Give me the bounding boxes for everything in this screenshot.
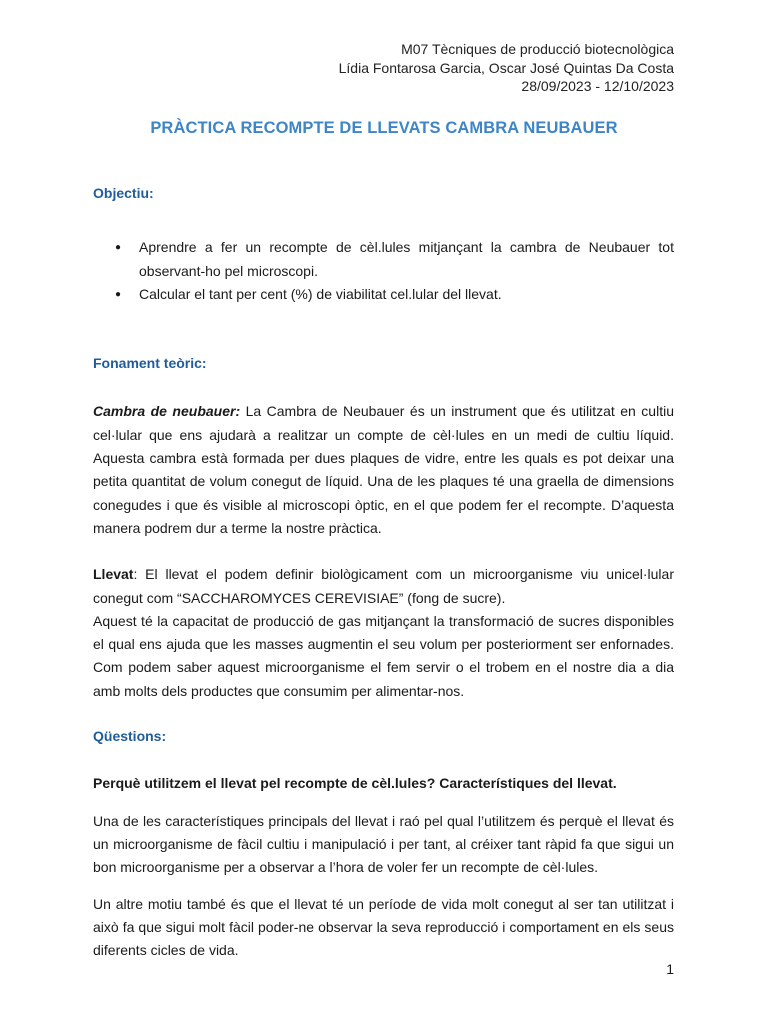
llevat-paragraph-2: Aquest té la capacitat de producció de gas mitjançant la transformació de sucres disponibles el qual ens ajuda que les masses augmentin el seu volum per posteriorment ser enfornades. Com podem saber aquest microorganisme el fem servir o el trobem en el nostre dia a dia amb molts dels productes que consumim per alimentar-nos. — [93, 612, 674, 699]
question-1: Perquè utilitzem el llevat pel recompte de cèl.lules? Característiques del llevat. — [93, 775, 617, 792]
page-number: 1 — [666, 961, 674, 977]
document-title: PRÀCTICA RECOMPTE DE LLEVATS CAMBRA NEUBAUER — [150, 119, 618, 137]
objectiu-item: ● Aprendre a fer un recompte de cèl.lules mitjançant la cambra de Neubauer tot observant-ho pel microscopi. — [93, 236, 674, 283]
header-authors: Lídia Fontarosa Garcia, Oscar José Quintas Da Costa — [338, 59, 674, 76]
llevat-text: : El llevat el podem definir biològicament com un microorganisme viu unicel·lular conegut com “SACCHAROMYCES CEREVISIAE” (fong de sucre). — [93, 566, 674, 606]
cambra-text: La Cambra de Neubauer és un instrument que és utilitzat en cultiu cel·lular que ens ajudarà a realitzar un compte de cèl·lules en un medi de cultiu líquid. Aquesta cambra està formada per dues plaques de vidre, entre les quals es pot deixar una petita quantitat de volum conegut de líquid. Una de les plaques té una graella de dimensions conegudes i que és visible al microscopi òptic, en el que podem fer el recompte. D’aquesta manera podrem dur a terme la nostre pràctica. — [93, 403, 674, 536]
cambra-term: Cambra de neubauer: — [93, 403, 241, 420]
objectiu-heading: Objectiu: — [93, 185, 154, 201]
fonament-heading: Fonament teòric: — [93, 355, 207, 372]
llevat-paragraph — [93, 563, 674, 610]
questions-heading: Qüestions: — [93, 728, 167, 745]
cambra-paragraph — [93, 400, 674, 540]
llevat-term: Llevat — [93, 566, 134, 583]
page-header — [339, 40, 674, 96]
objectiu-list — [93, 236, 674, 306]
objectiu-item: ● Calcular el tant per cent (%) de viabilitat cel.lular del llevat. — [93, 283, 674, 306]
document-body — [93, 182, 674, 962]
header-dates: 28/09/2023 - 12/10/2023 — [521, 78, 674, 94]
answer-1-paragraph-1: Una de les característiques principals del llevat i raó pel qual l’utilitzem és perquè el llevat és un microorganisme de fàcil cultiu i manipulació i per tant, al créixer tant ràpid fa que sigui un bon microorganisme per a observar a l’hora de voler fer un recompte de cèl·lules. — [93, 812, 674, 876]
header-module: M07 Tècniques de producció biotecnològica — [401, 41, 674, 57]
answer-1-paragraph-2: Un altre motiu també és que el llevat té un període de vida molt conegut al ser tan utilitzat i això fa que sigui molt fàcil poder-ne observar la seva reproducció i comportament en els seus diferents cicles de vida. — [93, 895, 674, 959]
